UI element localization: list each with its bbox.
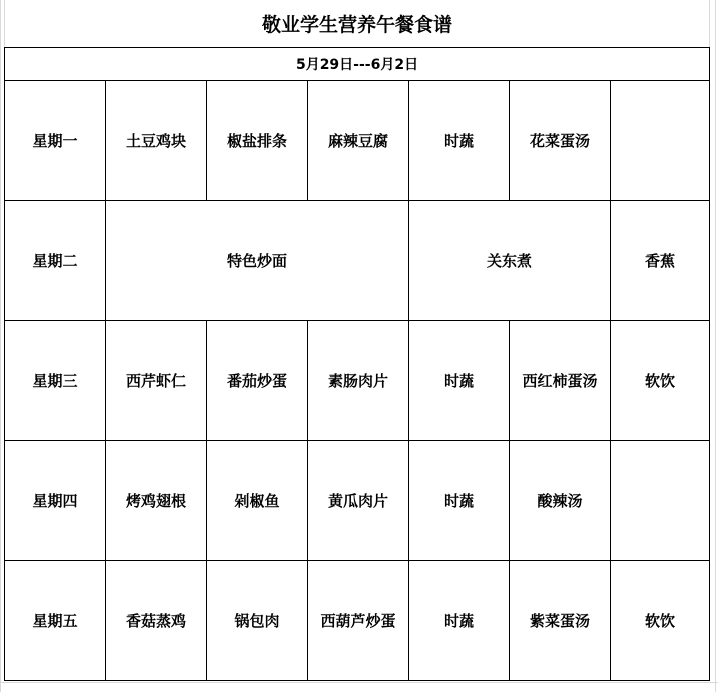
day-label[interactable]: 星期三 bbox=[5, 321, 106, 441]
soup-cell[interactable]: 酸辣汤 bbox=[510, 441, 611, 561]
date-range[interactable]: 5月29日---6月2日 bbox=[5, 48, 710, 81]
day-row-tuesday bbox=[5, 201, 710, 321]
lunch-menu-table bbox=[4, 0, 710, 681]
grid-line bbox=[0, 682, 718, 683]
grid-line bbox=[715, 0, 716, 692]
dish-cell[interactable]: 素肠肉片 bbox=[308, 321, 409, 441]
day-label[interactable]: 星期一 bbox=[5, 81, 106, 201]
dish-cell[interactable]: 香菇蒸鸡 bbox=[106, 561, 207, 681]
day-label[interactable]: 星期二 bbox=[5, 201, 106, 321]
dish-cell[interactable]: 西芹虾仁 bbox=[106, 321, 207, 441]
dish-cell[interactable]: 黄瓜肉片 bbox=[308, 441, 409, 561]
dish-cell[interactable]: 西葫芦炒蛋 bbox=[308, 561, 409, 681]
dish-cell[interactable]: 特色炒面 bbox=[106, 201, 409, 321]
dish-cell[interactable]: 麻辣豆腐 bbox=[308, 81, 409, 201]
dish-cell[interactable]: 时蔬 bbox=[409, 81, 510, 201]
day-row-wednesday bbox=[5, 321, 710, 441]
menu-title[interactable]: 敬业学生营养午餐食谱 bbox=[5, 0, 710, 48]
extra-cell[interactable] bbox=[611, 441, 710, 561]
soup-cell[interactable]: 西红柿蛋汤 bbox=[510, 321, 611, 441]
extra-cell[interactable]: 香蕉 bbox=[611, 201, 710, 321]
extra-cell[interactable]: 软饮 bbox=[611, 321, 710, 441]
extra-cell[interactable] bbox=[611, 81, 710, 201]
dish-cell[interactable]: 椒盐排条 bbox=[207, 81, 308, 201]
soup-cell[interactable]: 紫菜蛋汤 bbox=[510, 561, 611, 681]
dish-cell[interactable]: 时蔬 bbox=[409, 561, 510, 681]
soup-cell[interactable]: 花菜蛋汤 bbox=[510, 81, 611, 201]
dish-cell[interactable]: 番茄炒蛋 bbox=[207, 321, 308, 441]
grid-line bbox=[0, 0, 1, 692]
dish-cell[interactable]: 烤鸡翅根 bbox=[106, 441, 207, 561]
day-row-friday bbox=[5, 561, 710, 681]
soup-cell[interactable]: 关东煮 bbox=[409, 201, 611, 321]
day-label[interactable]: 星期五 bbox=[5, 561, 106, 681]
dish-cell[interactable]: 土豆鸡块 bbox=[106, 81, 207, 201]
title-row bbox=[5, 0, 710, 48]
day-row-thursday bbox=[5, 441, 710, 561]
dish-cell[interactable]: 时蔬 bbox=[409, 321, 510, 441]
dish-cell[interactable]: 剁椒鱼 bbox=[207, 441, 308, 561]
day-row-monday bbox=[5, 81, 710, 201]
extra-cell[interactable]: 软饮 bbox=[611, 561, 710, 681]
dish-cell[interactable]: 时蔬 bbox=[409, 441, 510, 561]
date-row bbox=[5, 48, 710, 81]
day-label[interactable]: 星期四 bbox=[5, 441, 106, 561]
dish-cell[interactable]: 锅包肉 bbox=[207, 561, 308, 681]
